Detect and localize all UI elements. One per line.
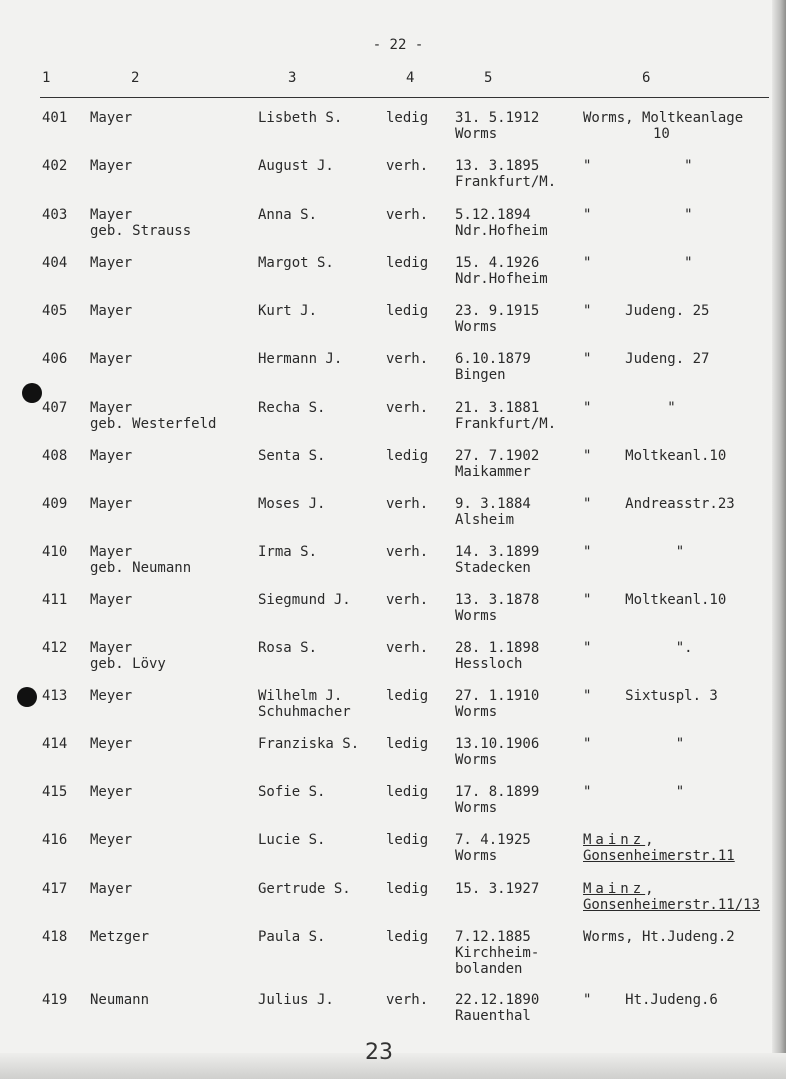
cell-birth-date: 7. 4.1925 xyxy=(455,832,531,848)
column-header-4: 4 xyxy=(406,70,415,86)
cell-birth-date: 15. 3.1927 xyxy=(455,881,540,897)
cell-birth-place: Frankfurt/M. xyxy=(455,174,557,190)
cell-residence-line2: Gonsenheimerstr.11/13 xyxy=(583,897,761,913)
cell-birth-date: 21. 3.1881 xyxy=(455,400,540,416)
cell-residence xyxy=(583,881,654,897)
folio-number: 23 xyxy=(365,1040,393,1065)
cell-birth-place: Worms xyxy=(455,319,498,335)
cell-residence xyxy=(583,832,654,848)
cell-residence-line2: 10 xyxy=(653,126,670,142)
cell-birth-place: Stadecken xyxy=(455,560,531,576)
cell-status: ledig xyxy=(386,448,429,464)
cell-birth-place: Maikammer xyxy=(455,464,531,480)
cell-num: 404 xyxy=(42,255,68,271)
cell-given: Recha S. xyxy=(258,400,326,416)
cell-surname2: geb. Neumann xyxy=(90,560,192,576)
cell-residence: " Sixtuspl. 3 xyxy=(583,688,718,704)
cell-num: 419 xyxy=(42,992,68,1008)
cell-num: 411 xyxy=(42,592,68,608)
column-header-3: 3 xyxy=(288,70,297,86)
cell-birth-date: 27. 1.1910 xyxy=(455,688,540,704)
cell-status: verh. xyxy=(386,496,429,512)
cell-residence: " " xyxy=(583,400,676,416)
cell-surname: Mayer xyxy=(90,303,133,319)
cell-residence: " " xyxy=(583,736,685,752)
cell-given: Irma S. xyxy=(258,544,318,560)
cell-residence-line2: Gonsenheimerstr.11 xyxy=(583,848,735,864)
cell-residence: " " xyxy=(583,207,693,223)
cell-num: 410 xyxy=(42,544,68,560)
cell-residence: " Andreasstr.23 xyxy=(583,496,735,512)
cell-status: ledig xyxy=(386,881,429,897)
cell-num: 407 xyxy=(42,400,68,416)
cell-birth-date: 14. 3.1899 xyxy=(455,544,540,560)
cell-residence: " ". xyxy=(583,640,693,656)
cell-surname: Metzger xyxy=(90,929,150,945)
cell-surname: Mayer xyxy=(90,448,133,464)
cell-num: 406 xyxy=(42,351,68,367)
cell-surname: Neumann xyxy=(90,992,150,1008)
cell-residence-suffix: , xyxy=(645,832,654,848)
scan-right-edge xyxy=(772,0,786,1079)
scan-bottom-edge xyxy=(0,1053,786,1079)
cell-residence: " Judeng. 27 xyxy=(583,351,710,367)
cell-num: 412 xyxy=(42,640,68,656)
cell-status: ledig xyxy=(386,688,429,704)
cell-num: 409 xyxy=(42,496,68,512)
cell-surname: Meyer xyxy=(90,736,133,752)
cell-surname: Mayer xyxy=(90,400,133,416)
cell-birth-date: 28. 1.1898 xyxy=(455,640,540,656)
cell-status: verh. xyxy=(386,592,429,608)
cell-birth-place: Worms xyxy=(455,704,498,720)
cell-given: Wilhelm J. xyxy=(258,688,343,704)
cell-birth-date: 6.10.1879 xyxy=(455,351,531,367)
cell-birth-place: Alsheim xyxy=(455,512,515,528)
cell-surname: Mayer xyxy=(90,351,133,367)
cell-birth-date: 27. 7.1902 xyxy=(455,448,540,464)
cell-birth-place: Bingen xyxy=(455,367,506,383)
cell-surname: Mayer xyxy=(90,881,133,897)
cell-residence-city: Mainz xyxy=(583,832,646,848)
punch-hole-mark xyxy=(17,687,37,707)
cell-birth-date: 15. 4.1926 xyxy=(455,255,540,271)
cell-num: 403 xyxy=(42,207,68,223)
cell-given: Paula S. xyxy=(258,929,326,945)
cell-surname: Meyer xyxy=(90,688,133,704)
cell-given: Rosa S. xyxy=(258,640,318,656)
cell-birth-place: Worms xyxy=(455,608,498,624)
cell-birth-place: Frankfurt/M. xyxy=(455,416,557,432)
cell-birth-place2: bolanden xyxy=(455,961,523,977)
cell-status: verh. xyxy=(386,640,429,656)
cell-birth-date: 7.12.1885 xyxy=(455,929,531,945)
cell-residence: " Judeng. 25 xyxy=(583,303,710,319)
column-header-6: 6 xyxy=(642,70,651,86)
cell-birth-date: 31. 5.1912 xyxy=(455,110,540,126)
cell-given: Sofie S. xyxy=(258,784,326,800)
cell-given: Anna S. xyxy=(258,207,318,223)
cell-birth-date: 13.10.1906 xyxy=(455,736,540,752)
cell-surname2: geb. Strauss xyxy=(90,223,192,239)
cell-num: 415 xyxy=(42,784,68,800)
cell-residence-suffix: , xyxy=(645,881,654,897)
cell-birth-date: 22.12.1890 xyxy=(455,992,540,1008)
cell-num: 402 xyxy=(42,158,68,174)
cell-residence: Worms, Ht.Judeng.2 xyxy=(583,929,735,945)
cell-birth-place: Kirchheim- xyxy=(455,945,540,961)
cell-status: verh. xyxy=(386,351,429,367)
cell-birth-date: 5.12.1894 xyxy=(455,207,531,223)
cell-birth-place: Worms xyxy=(455,848,498,864)
cell-num: 417 xyxy=(42,881,68,897)
cell-given: Hermann J. xyxy=(258,351,343,367)
cell-birth-place: Rauenthal xyxy=(455,1008,531,1024)
cell-surname: Mayer xyxy=(90,544,133,560)
header-rule xyxy=(40,97,769,98)
cell-birth-place: Worms xyxy=(455,800,498,816)
cell-status: ledig xyxy=(386,929,429,945)
cell-status: ledig xyxy=(386,110,429,126)
cell-given: Julius J. xyxy=(258,992,334,1008)
cell-residence: " Moltkeanl.10 xyxy=(583,592,727,608)
cell-given: Gertrude S. xyxy=(258,881,351,897)
cell-birth-place: Worms xyxy=(455,752,498,768)
cell-given: Moses J. xyxy=(258,496,326,512)
cell-num: 416 xyxy=(42,832,68,848)
cell-surname: Mayer xyxy=(90,496,133,512)
cell-given: Senta S. xyxy=(258,448,326,464)
cell-status: verh. xyxy=(386,400,429,416)
cell-birth-date: 13. 3.1878 xyxy=(455,592,540,608)
cell-residence: " " xyxy=(583,158,693,174)
cell-birth-date: 13. 3.1895 xyxy=(455,158,540,174)
cell-surname: Mayer xyxy=(90,158,133,174)
cell-birth-place: Ndr.Hofheim xyxy=(455,271,548,287)
cell-num: 414 xyxy=(42,736,68,752)
cell-birth-place: Worms xyxy=(455,126,498,142)
cell-surname: Meyer xyxy=(90,784,133,800)
cell-status: verh. xyxy=(386,992,429,1008)
cell-num: 418 xyxy=(42,929,68,945)
cell-given: Lisbeth S. xyxy=(258,110,343,126)
cell-surname: Mayer xyxy=(90,640,133,656)
cell-surname: Mayer xyxy=(90,255,133,271)
cell-status: verh. xyxy=(386,158,429,174)
cell-given2: Schuhmacher xyxy=(258,704,351,720)
cell-residence: " " xyxy=(583,544,685,560)
cell-given: Margot S. xyxy=(258,255,334,271)
cell-surname: Mayer xyxy=(90,592,133,608)
cell-status: verh. xyxy=(386,544,429,560)
cell-given: Kurt J. xyxy=(258,303,318,319)
cell-given: August J. xyxy=(258,158,334,174)
cell-num: 405 xyxy=(42,303,68,319)
cell-birth-date: 17. 8.1899 xyxy=(455,784,540,800)
cell-given: Franziska S. xyxy=(258,736,360,752)
cell-surname2: geb. Westerfeld xyxy=(90,416,217,432)
cell-status: ledig xyxy=(386,303,429,319)
column-header-2: 2 xyxy=(131,70,140,86)
cell-num: 401 xyxy=(42,110,68,126)
cell-birth-date: 9. 3.1884 xyxy=(455,496,531,512)
cell-residence: " " xyxy=(583,784,685,800)
cell-residence: " Ht.Judeng.6 xyxy=(583,992,718,1008)
cell-num: 408 xyxy=(42,448,68,464)
punch-hole-mark xyxy=(22,383,42,403)
cell-given: Siegmund J. xyxy=(258,592,351,608)
cell-surname: Mayer xyxy=(90,207,133,223)
cell-status: verh. xyxy=(386,207,429,223)
cell-birth-place: Hessloch xyxy=(455,656,523,672)
cell-residence: " Moltkeanl.10 xyxy=(583,448,727,464)
cell-residence: Worms, Moltkeanlage xyxy=(583,110,744,126)
column-header-1: 1 xyxy=(42,70,51,86)
cell-birth-date: 23. 9.1915 xyxy=(455,303,540,319)
cell-status: ledig xyxy=(386,832,429,848)
cell-residence-city: Mainz xyxy=(583,881,646,897)
cell-surname: Mayer xyxy=(90,110,133,126)
column-header-5: 5 xyxy=(484,70,493,86)
cell-given: Lucie S. xyxy=(258,832,326,848)
cell-surname2: geb. Lövy xyxy=(90,656,166,672)
cell-birth-place: Ndr.Hofheim xyxy=(455,223,548,239)
page-number: - 22 - xyxy=(372,37,424,53)
cell-status: ledig xyxy=(386,784,429,800)
cell-status: ledig xyxy=(386,736,429,752)
cell-residence: " " xyxy=(583,255,693,271)
cell-status: ledig xyxy=(386,255,429,271)
cell-surname: Meyer xyxy=(90,832,133,848)
cell-num: 413 xyxy=(42,688,68,704)
